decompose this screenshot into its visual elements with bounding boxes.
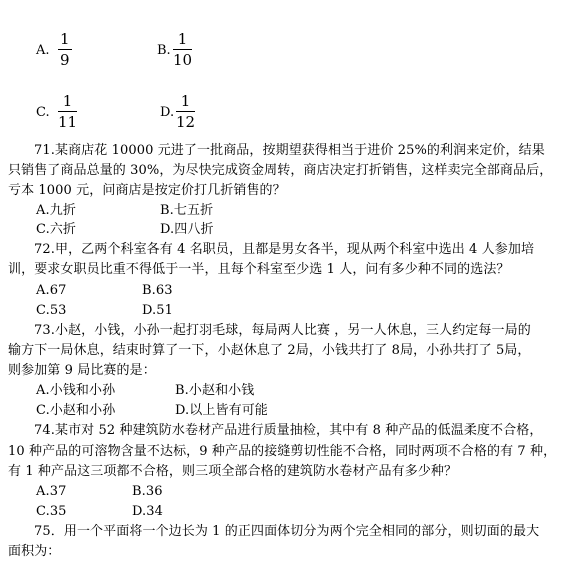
fraction xyxy=(176,94,195,130)
question-text-line: 面积为： xyxy=(8,544,61,559)
fraction xyxy=(173,32,192,68)
answer-option-d: D.34 xyxy=(132,504,164,519)
answer-option-c: C.53 xyxy=(36,303,67,318)
question-text-line: 71.某商店花 10000 元进了一批商品，按期望获得相当于进价 25%的利润来定价，结果 xyxy=(34,143,545,158)
answer-option-d: D.以上皆有可能 xyxy=(175,403,268,418)
answer-option-d: D.51 xyxy=(142,303,174,318)
question-text-line: 亏本 1000 元，问商店是按定价打几折销售的？ xyxy=(8,183,286,198)
option-label: A. xyxy=(36,43,50,58)
answer-option-b: B.36 xyxy=(132,484,163,499)
fraction-numerator: 1 xyxy=(173,32,192,50)
answer-option-a: A.小钱和小孙 xyxy=(36,383,116,398)
question-text-line: 训，要求女职员比重不得低于一半，且每个科室至少选 1 人，问有多少种不同的选法？ xyxy=(8,262,510,277)
fraction-numerator: 1 xyxy=(60,30,70,48)
question-text-line: 输方下一局休息，结束时算了一下，小赵休息了 2局，小钱共打了 8局，小孙共打了 5局， xyxy=(8,343,531,358)
fraction-numerator: 1 xyxy=(58,94,77,112)
answer-option-b: B.七五折 xyxy=(160,203,214,218)
option-label: B. xyxy=(157,43,171,58)
answer-option-c: C.35 xyxy=(36,504,67,519)
fraction-denominator: 11 xyxy=(58,113,78,131)
option-label: C. xyxy=(36,105,50,120)
fraction-denominator: 9 xyxy=(60,51,70,69)
answer-option-d: D.四八折 xyxy=(160,222,214,237)
answer-option-b: B.63 xyxy=(142,283,173,298)
answer-option-b: B.小赵和小钱 xyxy=(175,383,255,398)
answer-option-c: C.六折 xyxy=(36,222,77,237)
question-text-line: 72.甲，乙两个科室各有 4 名职员，且都是男女各半，现从两个科室中选出 4 人参加培 xyxy=(34,242,535,257)
question-text-line: 则参加第 9 局比赛的是： xyxy=(8,363,156,378)
fraction-denominator: 12 xyxy=(176,113,196,131)
question-text-line: 只销售了商品总量的 30%，为尽快完成资金周转，商店决定打折销售，这样卖完全部商品后， xyxy=(8,163,553,178)
question-text-line: 73.小赵，小钱，小孙一起打羽毛球，每局两人比赛 ，另一人休息，三人约定每一局的 xyxy=(34,323,531,338)
question-text-line: 有 1 种产品这三项都不合格，则三项全部合格的建筑防水卷材产品有多少种？ xyxy=(8,464,458,479)
answer-option-a: A.37 xyxy=(36,484,67,499)
fraction-denominator: 10 xyxy=(173,51,193,69)
fraction xyxy=(58,32,72,68)
question-text-line: 10 种产品的可溶物含量不达标，9 种产品的接缝剪切性能不合格，同时两项不合格的有 7 种， xyxy=(8,444,557,459)
question-text-line: 75．用一个平面将一个边长为 1 的正四面体切分为两个完全相同的部分，则切面的最大 xyxy=(34,524,540,539)
fraction-numerator: 1 xyxy=(176,94,195,112)
option-label: D. xyxy=(160,105,175,120)
fraction xyxy=(58,94,77,130)
question-text-line: 74.某市对 52 种建筑防水卷材产品进行质量抽检，其中有 8 种产品的低温柔度不合格， xyxy=(34,423,543,438)
answer-option-c: C.小赵和小孙 xyxy=(36,403,116,418)
answer-option-a: A.67 xyxy=(36,283,67,298)
answer-option-a: A.九折 xyxy=(36,203,76,218)
